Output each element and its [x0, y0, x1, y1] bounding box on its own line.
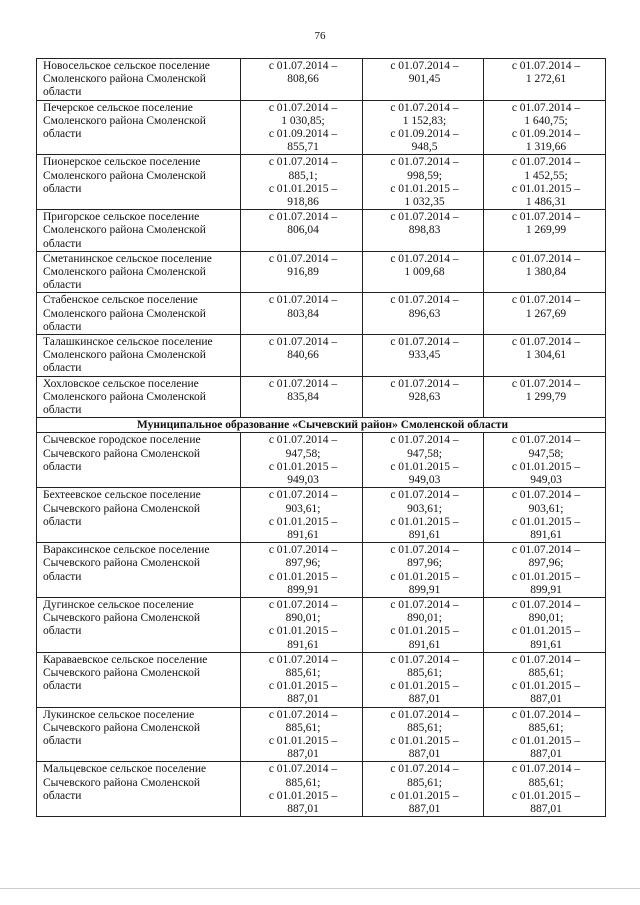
table-row — [37, 155, 606, 210]
tariff-line: с 01.09.2014 – — [390, 128, 459, 141]
tariff-line: 1 299,79 — [525, 390, 567, 403]
tariff-line: с 01.07.2014 – — [268, 598, 338, 611]
tariff-line: с 01.01.2015 – — [268, 789, 338, 802]
tariff-line: 1 030,85; — [281, 114, 325, 127]
tariff-line: 806,04 — [287, 224, 319, 237]
settlement-name: Новосельское сельское поселение Смоленского района Смоленской области — [37, 59, 241, 101]
tariff-cell-c1 — [241, 210, 363, 252]
settlement-name: Печерское сельское поселение Смоленского района Смоленской области — [37, 100, 241, 155]
tariff-line: 890,01; — [407, 612, 442, 625]
tariff-line: 903,61; — [285, 502, 321, 515]
tariff-line: 947,58; — [285, 447, 321, 460]
tariff-line: с 01.01.2015 – — [390, 515, 459, 528]
table-row — [37, 293, 606, 335]
tariff-line: с 01.07.2014 – — [511, 489, 581, 502]
tariff-line: 1 009,68 — [404, 266, 445, 279]
tariff-line: с 01.07.2014 – — [268, 252, 338, 265]
tariff-line: 949,03 — [530, 474, 562, 487]
table-row — [37, 707, 606, 762]
tariff-cell-c2 — [363, 59, 484, 101]
tariff-line: 1 380,84 — [525, 266, 567, 279]
tariff-cell-c2 — [363, 293, 484, 335]
tariff-line: с 01.01.2015 – — [268, 680, 338, 693]
tariff-line: 899,91 — [530, 583, 562, 596]
settlement-name: Пионерское сельское поселение Смоленского района Смоленской области — [37, 155, 241, 210]
tariff-line: 891,61 — [408, 528, 441, 541]
tariff-line: 1 452,55; — [524, 169, 568, 182]
tariff-line: 1 032,35 — [404, 196, 445, 209]
tariff-line: 887,01 — [408, 693, 441, 706]
tariff-line: с 01.01.2015 – — [390, 570, 459, 583]
tariff-line: с 01.07.2014 – — [268, 211, 338, 224]
settlement-name: Лукинское сельское поселение Сычевского района Смоленской области — [37, 707, 241, 762]
tariff-line: с 01.01.2015 – — [390, 734, 459, 747]
tariff-line: 885,61; — [285, 776, 321, 789]
tariff-cell-c3 — [484, 543, 606, 598]
tariff-line: с 01.07.2014 – — [511, 598, 581, 611]
tariff-line: 897,96; — [285, 557, 321, 570]
tariff-cell-c3 — [484, 652, 606, 707]
tariff-line: 885,1; — [288, 169, 318, 182]
tariff-line: 887,01 — [287, 693, 319, 706]
section-header-group — [37, 418, 606, 433]
tariff-line: 899,91 — [287, 583, 319, 596]
tariff-table — [36, 58, 606, 817]
tariff-line: 1 640,75; — [524, 114, 568, 127]
tariff-line: с 01.01.2015 – — [511, 625, 581, 638]
tariff-cell-c3 — [484, 155, 606, 210]
table-row — [37, 597, 606, 652]
tariff-line: 891,61 — [287, 638, 319, 651]
tariff-line: 948,5 — [411, 141, 438, 154]
tariff-line: 998,59; — [407, 169, 442, 182]
tariff-cell-c3 — [484, 488, 606, 543]
settlement-name: Талашкинское сельское поселение Смоленского района Смоленской области — [37, 335, 241, 377]
tariff-cell-c3 — [484, 251, 606, 293]
tariff-line: 899,91 — [408, 583, 441, 596]
tariff-line: с 01.07.2014 – — [511, 252, 581, 265]
tariff-line: с 01.07.2014 – — [511, 763, 581, 776]
tariff-cell-c1 — [241, 488, 363, 543]
tariff-line: с 01.01.2015 – — [511, 460, 581, 473]
tariff-line: 903,61; — [528, 502, 564, 515]
tariff-line: 1 267,69 — [525, 307, 567, 320]
tariff-line: с 01.07.2014 – — [390, 211, 459, 224]
tariff-cell-c1 — [241, 707, 363, 762]
table-row — [37, 376, 606, 418]
tariff-cell-c1 — [241, 376, 363, 418]
tariff-line: с 01.07.2014 – — [390, 708, 459, 721]
tariff-line: 947,58; — [528, 447, 564, 460]
tariff-line: с 01.07.2014 – — [390, 377, 459, 390]
tariff-cell-c3 — [484, 100, 606, 155]
settlement-name: Караваевское сельское поселение Сычевского района Смоленской области — [37, 652, 241, 707]
tariff-line: с 01.07.2014 – — [390, 434, 459, 447]
tariff-line: 891,61 — [530, 528, 562, 541]
tariff-line: с 01.07.2014 – — [390, 336, 459, 349]
tariff-line: с 01.07.2014 – — [511, 294, 581, 307]
table-row — [37, 433, 606, 488]
tariff-line: с 01.07.2014 – — [511, 156, 581, 169]
tariff-line: с 01.01.2015 – — [268, 734, 338, 747]
tariff-line: 885,61; — [528, 776, 564, 789]
tariff-line: с 01.01.2015 – — [390, 680, 459, 693]
table-body-sychevsky — [37, 433, 606, 817]
tariff-cell-c1 — [241, 59, 363, 101]
tariff-line: 901,45 — [408, 73, 441, 86]
table-body-smolensky — [37, 59, 606, 418]
tariff-line: с 01.07.2014 – — [511, 377, 581, 390]
tariff-line: с 01.07.2014 – — [390, 598, 459, 611]
tariff-cell-c2 — [363, 100, 484, 155]
settlement-name: Стабенское сельское поселение Смоленского района Смоленской области — [37, 293, 241, 335]
tariff-line: с 01.01.2015 – — [268, 515, 338, 528]
tariff-line: с 01.07.2014 – — [511, 544, 581, 557]
tariff-line: 885,61; — [285, 721, 321, 734]
settlement-name: Сычевское городское поселение Сычевского района Смоленской области — [37, 433, 241, 488]
settlement-name: Хохловское сельское поселение Смоленского района Смоленской области — [37, 376, 241, 418]
tariff-line: 891,61 — [408, 638, 441, 651]
tariff-cell-c2 — [363, 155, 484, 210]
tariff-cell-c2 — [363, 376, 484, 418]
tariff-line: с 01.07.2014 – — [268, 294, 338, 307]
tariff-cell-c2 — [363, 335, 484, 377]
tariff-line: с 01.07.2014 – — [511, 434, 581, 447]
tariff-line: 890,01; — [528, 612, 564, 625]
tariff-cell-c1 — [241, 597, 363, 652]
tariff-line: 898,83 — [408, 224, 441, 237]
tariff-line: с 01.07.2014 – — [390, 156, 459, 169]
tariff-cell-c3 — [484, 210, 606, 252]
tariff-line: с 01.01.2015 – — [511, 515, 581, 528]
table-row — [37, 100, 606, 155]
tariff-line: с 01.07.2014 – — [511, 60, 581, 72]
tariff-line: 887,01 — [530, 748, 562, 761]
tariff-cell-c3 — [484, 762, 606, 817]
tariff-line: 885,61; — [528, 721, 564, 734]
section-row — [37, 418, 606, 433]
table-row — [37, 762, 606, 817]
tariff-line: 887,01 — [408, 802, 441, 815]
tariff-line: 949,03 — [408, 474, 441, 487]
tariff-line: 903,61; — [407, 502, 442, 515]
tariff-line: с 01.07.2014 – — [268, 708, 338, 721]
tariff-cell-c3 — [484, 433, 606, 488]
tariff-line: с 01.01.2015 – — [390, 789, 459, 802]
tariff-line: с 01.07.2014 – — [268, 156, 338, 169]
tariff-line: с 01.07.2014 – — [390, 489, 459, 502]
tariff-line: с 01.07.2014 – — [390, 653, 459, 666]
tariff-line: с 01.07.2014 – — [390, 763, 459, 776]
tariff-line: 803,84 — [287, 307, 319, 320]
settlement-name: Вараксинское сельское поселение Сычевского района Смоленской области — [37, 543, 241, 598]
tariff-line: с 01.07.2014 – — [511, 653, 581, 666]
settlement-name: Мальцевское сельское поселение Сычевского района Смоленской области — [37, 762, 241, 817]
tariff-line: с 01.07.2014 – — [268, 377, 338, 390]
tariff-line: 897,96; — [528, 557, 564, 570]
tariff-line: с 01.01.2015 – — [390, 625, 459, 638]
tariff-line: 1 304,61 — [525, 349, 567, 362]
tariff-line: с 01.07.2014 – — [268, 60, 338, 72]
tariff-line: 808,66 — [287, 73, 319, 86]
tariff-line: с 01.01.2015 – — [390, 460, 459, 473]
tariff-line: 1 319,66 — [525, 141, 567, 154]
tariff-line: 933,45 — [408, 349, 441, 362]
tariff-line: 885,61; — [528, 666, 564, 679]
tariff-line: 918,86 — [287, 196, 319, 209]
tariff-line: 887,01 — [530, 802, 562, 815]
tariff-line: 855,71 — [287, 141, 319, 154]
tariff-cell-c1 — [241, 100, 363, 155]
tariff-cell-c1 — [241, 433, 363, 488]
tariff-line: 1 152,83; — [402, 114, 447, 127]
tariff-cell-c1 — [241, 251, 363, 293]
tariff-line: с 01.01.2015 – — [268, 182, 338, 195]
tariff-cell-c2 — [363, 543, 484, 598]
tariff-line: с 01.07.2014 – — [390, 252, 459, 265]
table-row — [37, 488, 606, 543]
tariff-line: 890,01; — [285, 612, 321, 625]
tariff-line: с 01.07.2014 – — [268, 544, 338, 557]
tariff-line: с 01.07.2014 – — [511, 708, 581, 721]
tariff-cell-c3 — [484, 707, 606, 762]
tariff-line: 897,96; — [407, 557, 442, 570]
tariff-line: 835,84 — [287, 390, 319, 403]
table-row — [37, 335, 606, 377]
tariff-cell-c3 — [484, 293, 606, 335]
tariff-line: 1 269,99 — [525, 224, 567, 237]
tariff-line: с 01.07.2014 – — [390, 101, 459, 114]
tariff-line: с 01.07.2014 – — [268, 653, 338, 666]
tariff-line: с 01.01.2015 – — [268, 460, 338, 473]
tariff-line: 891,61 — [287, 528, 319, 541]
settlement-name: Дугинское сельское поселение Сычевского района Смоленской области — [37, 597, 241, 652]
tariff-cell-c2 — [363, 707, 484, 762]
tariff-line: 887,01 — [287, 802, 319, 815]
tariff-line: с 01.07.2014 – — [268, 763, 338, 776]
settlement-name: Сметанинское сельское поселение Смоленского района Смоленской области — [37, 251, 241, 293]
tariff-line: 885,61; — [285, 666, 321, 679]
table-row — [37, 652, 606, 707]
tariff-line: 885,61; — [407, 721, 442, 734]
tariff-line: 1 486,31 — [525, 196, 567, 209]
tariff-line: 1 272,61 — [525, 73, 567, 86]
section-title: Муниципальное образование «Сычевский район» Смоленской области — [37, 418, 606, 433]
tariff-line: с 01.09.2014 – — [268, 128, 338, 141]
tariff-line: с 01.07.2014 – — [268, 336, 338, 349]
tariff-line: 887,01 — [408, 748, 441, 761]
tariff-cell-c2 — [363, 210, 484, 252]
tariff-line: с 01.01.2015 – — [511, 789, 581, 802]
table-row — [37, 210, 606, 252]
tariff-line: с 01.01.2015 – — [511, 570, 581, 583]
tariff-line: с 01.07.2014 – — [390, 60, 459, 72]
tariff-cell-c1 — [241, 543, 363, 598]
tariff-line: с 01.07.2014 – — [268, 489, 338, 502]
page-bottom-divider — [0, 888, 640, 889]
tariff-line: с 01.07.2014 – — [390, 544, 459, 557]
tariff-cell-c2 — [363, 251, 484, 293]
tariff-line: с 01.07.2014 – — [511, 336, 581, 349]
table-row — [37, 59, 606, 101]
tariff-cell-c2 — [363, 762, 484, 817]
table-row — [37, 543, 606, 598]
tariff-line: 896,63 — [408, 307, 441, 320]
page-number: 76 — [314, 30, 326, 42]
tariff-line: с 01.01.2015 – — [511, 680, 581, 693]
tariff-cell-c3 — [484, 597, 606, 652]
tariff-line: 916,89 — [287, 266, 319, 279]
tariff-line: с 01.01.2015 – — [390, 182, 459, 195]
tariff-cell-c3 — [484, 59, 606, 101]
tariff-line: с 01.01.2015 – — [268, 625, 338, 638]
tariff-cell-c2 — [363, 652, 484, 707]
tariff-cell-c2 — [363, 597, 484, 652]
table-row — [37, 251, 606, 293]
tariff-cell-c1 — [241, 335, 363, 377]
tariff-line: с 01.07.2014 – — [268, 101, 338, 114]
tariff-line: с 01.01.2015 – — [511, 182, 581, 195]
tariff-line: с 01.01.2015 – — [511, 734, 581, 747]
tariff-line: 947,58; — [407, 447, 442, 460]
tariff-line: с 01.01.2015 – — [268, 570, 338, 583]
tariff-cell-c2 — [363, 488, 484, 543]
settlement-name: Бехтеевское сельское поселение Сычевского района Смоленской области — [37, 488, 241, 543]
tariff-line: с 01.07.2014 – — [511, 101, 581, 114]
tariff-cell-c1 — [241, 293, 363, 335]
tariff-line: 885,61; — [407, 776, 442, 789]
tariff-cell-c3 — [484, 335, 606, 377]
tariff-line: 887,01 — [287, 748, 319, 761]
settlement-name: Пригорское сельское поселение Смоленского района Смоленской области — [37, 210, 241, 252]
tariff-line: с 01.07.2014 – — [511, 211, 581, 224]
tariff-line: с 01.09.2014 – — [511, 128, 581, 141]
tariff-line: с 01.07.2014 – — [268, 434, 338, 447]
tariff-line: 885,61; — [407, 666, 442, 679]
tariff-line: 891,61 — [530, 638, 562, 651]
tariff-line: 928,63 — [408, 390, 441, 403]
tariff-cell-c1 — [241, 155, 363, 210]
tariff-line: 887,01 — [530, 693, 562, 706]
tariff-cell-c3 — [484, 376, 606, 418]
tariff-cell-c2 — [363, 433, 484, 488]
tariff-line: с 01.07.2014 – — [390, 294, 459, 307]
tariff-cell-c1 — [241, 762, 363, 817]
tariff-line: 840,66 — [287, 349, 319, 362]
tariff-line: 949,03 — [287, 474, 319, 487]
tariff-cell-c1 — [241, 652, 363, 707]
